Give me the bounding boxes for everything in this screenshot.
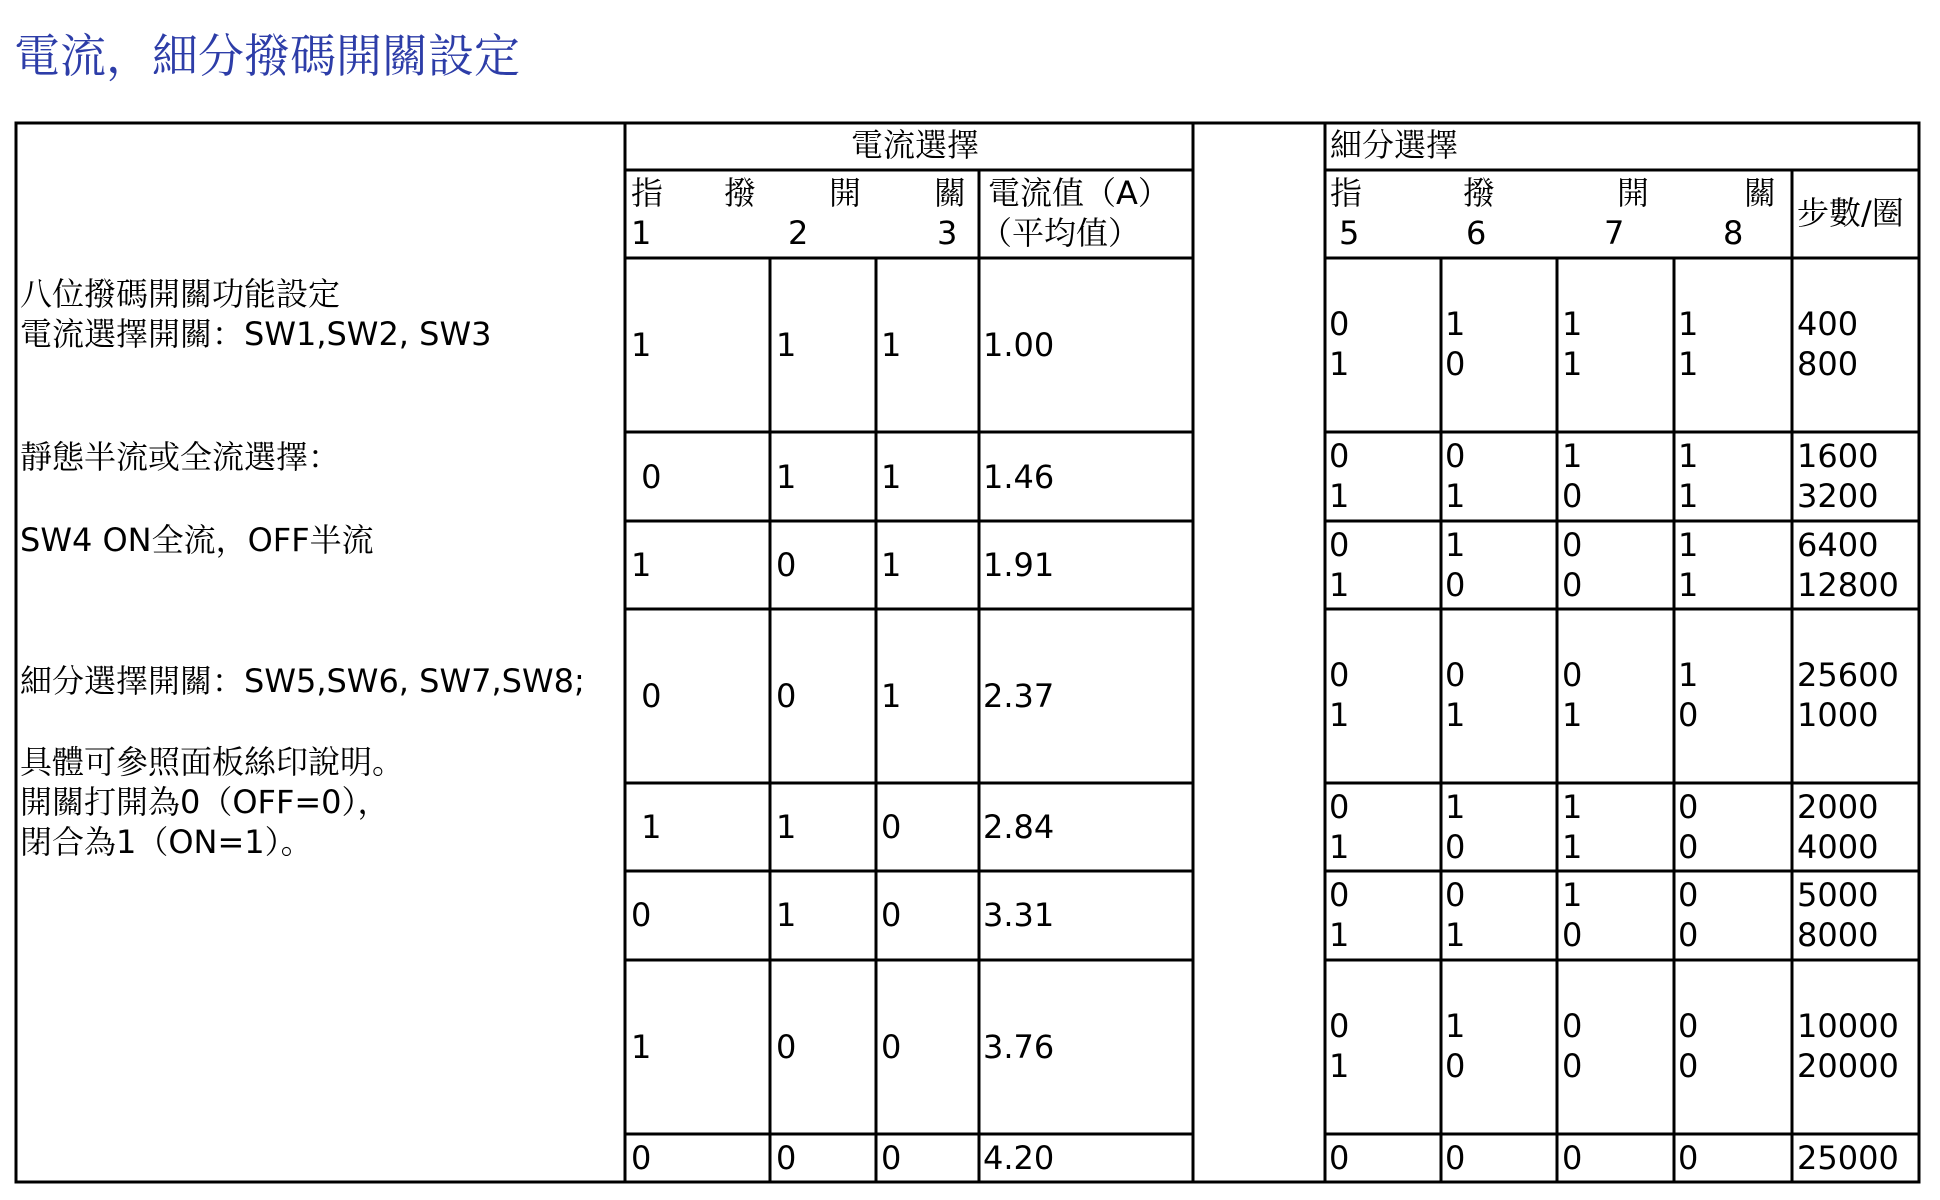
sw3-cell: 1	[881, 458, 902, 496]
sw5-cell: 0 1	[1329, 876, 1350, 954]
steps-cell: 1600 3200	[1797, 437, 1879, 515]
current-header-num-1: 1	[631, 214, 652, 252]
sw8-cell: 1 1	[1678, 526, 1699, 604]
sw3-cell: 0	[881, 1028, 902, 1066]
sw2-cell: 0	[776, 1139, 797, 1177]
microstep-header-num-5: 5	[1339, 214, 1360, 252]
sw7-cell: 0 0	[1562, 1007, 1583, 1085]
sw5-cell: 0 1	[1329, 305, 1350, 383]
intro-line: 具體可參照面板絲印說明。	[20, 743, 405, 781]
steps-cell: 25000	[1797, 1139, 1899, 1177]
intro-line: 閉合為1（ON=1）。	[20, 823, 313, 861]
intro-line: 開關打開為0（OFF=0），	[20, 783, 390, 821]
intro-line: 電流選擇開關：SW1,SW2, SW3	[20, 315, 492, 353]
sw1-cell: 0	[631, 458, 662, 496]
current-header-kai: 開	[829, 174, 862, 212]
microstep-header-zhi: 指	[1330, 174, 1363, 212]
current-header-bo: 撥	[724, 174, 757, 212]
sw1-cell: 1	[631, 1028, 652, 1066]
sw1-cell: 0	[631, 677, 662, 715]
sw2-cell: 1	[776, 896, 797, 934]
sw3-cell: 0	[881, 896, 902, 934]
current-value-cell: 2.84	[983, 808, 1055, 846]
sw3-cell: 1	[881, 326, 902, 364]
sw1-cell: 1	[631, 808, 662, 846]
sw8-cell: 0 0	[1678, 1007, 1699, 1085]
intro-line: 細分選擇開關：SW5,SW6, SW7,SW8;	[20, 662, 585, 700]
sw5-cell: 0 1	[1329, 656, 1350, 734]
sw5-cell: 0 1	[1329, 526, 1350, 604]
sw6-cell: 0 1	[1445, 656, 1466, 734]
sw8-cell: 0	[1678, 1139, 1699, 1177]
sw6-cell: 0	[1445, 1139, 1466, 1177]
microstep-steps-header: 步數/圈	[1797, 194, 1904, 232]
current-header-guan: 關	[934, 174, 967, 212]
microstep-header-num-8: 8	[1723, 214, 1744, 252]
current-value-cell: 3.76	[983, 1028, 1055, 1066]
sw2-cell: 0	[776, 1028, 797, 1066]
sw2-cell: 0	[776, 546, 797, 584]
microstep-header-bo: 撥	[1463, 174, 1496, 212]
sw2-cell: 1	[776, 458, 797, 496]
sw1-cell: 1	[631, 326, 652, 364]
current-value-cell: 1.46	[983, 458, 1055, 496]
current-value-cell: 4.20	[983, 1139, 1055, 1177]
sw6-cell: 1 0	[1445, 788, 1466, 866]
microstep-section-heading: 細分選擇	[1330, 126, 1459, 164]
current-section-heading: 電流選擇	[851, 126, 980, 164]
sw7-cell: 1 0	[1562, 437, 1583, 515]
sw7-cell: 0 0	[1562, 526, 1583, 604]
sw6-cell: 1 0	[1445, 1007, 1466, 1085]
sw3-cell: 1	[881, 546, 902, 584]
sw3-cell: 0	[881, 1139, 902, 1177]
steps-cell: 5000 8000	[1797, 876, 1879, 954]
current-value-cell: 2.37	[983, 677, 1055, 715]
sw7-cell: 1 1	[1562, 788, 1583, 866]
current-value-cell: 1.91	[983, 546, 1055, 584]
current-value-cell: 1.00	[983, 326, 1055, 364]
sw8-cell: 1 0	[1678, 656, 1699, 734]
microstep-header-kai: 開	[1617, 174, 1650, 212]
steps-cell: 10000 20000	[1797, 1007, 1899, 1085]
sw6-cell: 0 1	[1445, 876, 1466, 954]
sw8-cell: 1 1	[1678, 437, 1699, 515]
page-title: 電流，細分撥碼開關設定	[14, 29, 520, 83]
sw3-cell: 0	[881, 808, 902, 846]
intro-line: 靜態半流或全流選擇：	[20, 438, 341, 476]
current-value-header: 電流值（A）	[988, 174, 1170, 212]
sw2-cell: 1	[776, 808, 797, 846]
sw7-cell: 1 0	[1562, 876, 1583, 954]
current-header-num-3: 3	[937, 214, 958, 252]
steps-cell: 25600 1000	[1797, 656, 1899, 734]
microstep-header-guan: 關	[1744, 174, 1777, 212]
sw7-cell: 0 1	[1562, 656, 1583, 734]
sw3-cell: 1	[881, 677, 902, 715]
sw8-cell: 0 0	[1678, 788, 1699, 866]
current-header-zhi: 指	[631, 174, 664, 212]
sw5-cell: 0 1	[1329, 1007, 1350, 1085]
steps-cell: 2000 4000	[1797, 788, 1879, 866]
sw8-cell: 1 1	[1678, 305, 1699, 383]
sw1-cell: 1	[631, 546, 652, 584]
sw8-cell: 0 0	[1678, 876, 1699, 954]
sw2-cell: 1	[776, 326, 797, 364]
sw6-cell: 0 1	[1445, 437, 1466, 515]
microstep-header-num-7: 7	[1604, 214, 1625, 252]
microstep-header-num-6: 6	[1466, 214, 1487, 252]
intro-line: SW4 ON全流，OFF半流	[20, 521, 374, 559]
current-header-num-2: 2	[788, 214, 809, 252]
sw5-cell: 0	[1329, 1139, 1350, 1177]
sw1-cell: 0	[631, 1139, 652, 1177]
sw1-cell: 0	[631, 896, 652, 934]
sw5-cell: 0 1	[1329, 437, 1350, 515]
current-value-header-sub: （平均值）	[980, 214, 1141, 252]
steps-cell: 6400 12800	[1797, 526, 1899, 604]
sw6-cell: 1 0	[1445, 305, 1466, 383]
sw7-cell: 0	[1562, 1139, 1583, 1177]
current-value-cell: 3.31	[983, 896, 1055, 934]
sw2-cell: 0	[776, 677, 797, 715]
intro-line: 八位撥碼開關功能設定	[20, 275, 341, 313]
sw7-cell: 1 1	[1562, 305, 1583, 383]
steps-cell: 400 800	[1797, 305, 1859, 383]
sw6-cell: 1 0	[1445, 526, 1466, 604]
sw5-cell: 0 1	[1329, 788, 1350, 866]
